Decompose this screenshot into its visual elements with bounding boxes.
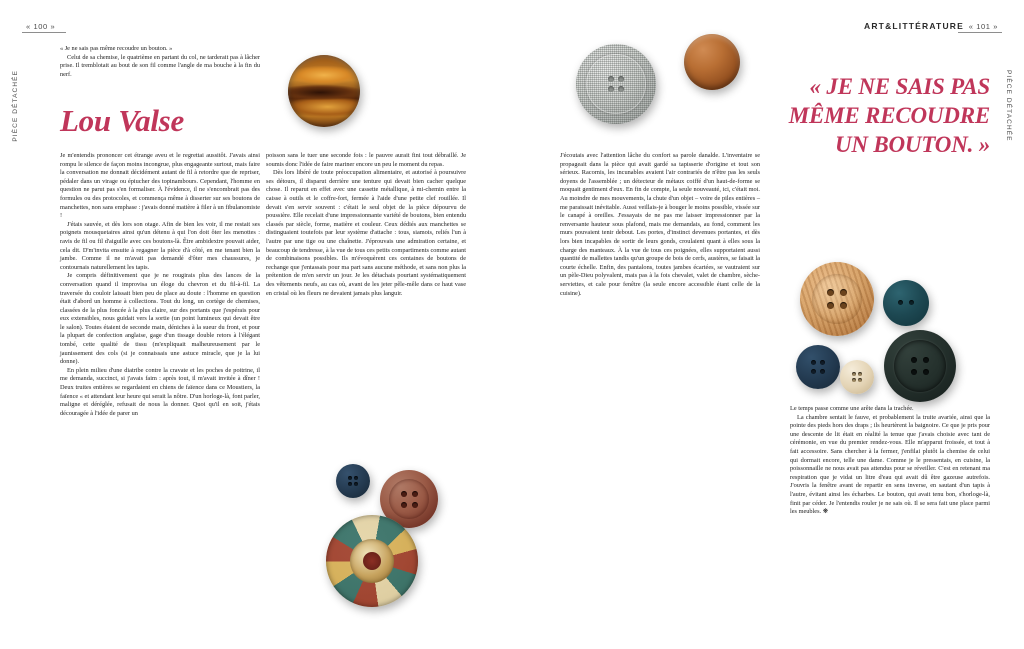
button-hole <box>618 76 624 82</box>
button-holes <box>840 360 874 394</box>
button-holes <box>883 280 929 326</box>
button-hole <box>911 357 917 363</box>
painted-folk-art-button-photo <box>326 515 418 607</box>
paragraph: Je m'entendis prononcer cet étrange aveu et le regrettai aussitôt. J'avais ainsi rompu le silence de façon moins incongrue, plus engageante surtout, mais faire la conversation me donnait décidément autant de fil à retordre que de repriser, pédaler dans un virage ou épiucher des topinambours. Cependant, l'homme en question ne parut pas s'en formaliser. À l'évidence, il ne s'encombrait pas des formules ou des protocoles, et commença même à disserter sur ses boutons de manchettes, non sans emphase : j'avais donné matière à filer à un fibulanomiste ! <box>60 152 260 220</box>
body-column-1 <box>60 152 260 418</box>
folio-left: « 100 » <box>26 22 56 31</box>
page-title: Lou Valse <box>60 103 184 138</box>
amber-swirl-button-photo <box>288 55 360 127</box>
intro-text-block <box>60 45 260 79</box>
paragraph: Dès lors libéré de toute préoccupation alimentaire, et autorisé à poursuivre ses détours, il disparut derrière une tenture qui devait bien cacher quelque chose. Il reparut en effet avec une cassette métallique, à mi-chemin entre la caisse à outils et le coffre-fort, fermée à l'aide d'une petite clef rouillée. Il devait s'en servir souvent : c'était le seul objet de la pièce dépourvu de poussière. Elle recelait d'une impressionnante variété de boutons, bien entendu classés par siècle, forme, matière et couleur. Ceux dédiés aux manchettes se distinguaient toutefois par leur système d'attache : tous, siamois, reliés l'un à l'autre par une tige ou une chaînette. J'éprouvais une admiration certaine, et beaucoup de tendresse, à la vue de tous ces petits compartiments comme autant de combinaisons possibles. Ils m'évoquèrent ces centaines de boutons de rechange que j'entassais pour ma part sans aucune méthode, et sans non plus la prétention de m'en servir un jour. Je les détachais pourtant systématiquement des vêtements neufs, au cas où, avant de les jeter pêle-mêle dans ce haut vase en cristal où les fleurs ne devaient jamais plus languir. <box>266 169 466 297</box>
small-navy-button-photo <box>336 464 370 498</box>
button-holes <box>800 262 874 336</box>
button-hole <box>852 378 856 382</box>
folio-rule-right <box>958 32 1002 33</box>
button-hole <box>412 502 418 508</box>
button-hole <box>401 491 407 497</box>
section-tab-left: PIÈCE DÉTACHÉE <box>12 70 19 142</box>
button-hole <box>811 360 816 365</box>
button-hole <box>923 369 929 375</box>
button-hole <box>608 76 614 82</box>
button-hole <box>608 86 614 92</box>
folio-right: « 101 » <box>968 22 998 31</box>
brown-dome-button-photo <box>684 34 740 90</box>
button-hole <box>840 289 847 296</box>
button-hole <box>348 476 352 480</box>
grey-fabric-button-photo <box>576 44 656 124</box>
pull-quote: « JE NE SAIS PAS MÊME RECOUDRE UN BOUTON. » <box>788 74 990 157</box>
paragraph: poisson sans le tuer une seconde fois : le pauvre aurait fini tout débraillé. Je soumis donc l'idée de faire mariner encore un peu le moment du repas. <box>266 152 466 168</box>
button-hole <box>858 378 862 382</box>
button-hole <box>898 300 903 305</box>
running-head: ART&LITTÉRATURE <box>864 21 964 31</box>
button-hole <box>820 360 825 365</box>
button-hole <box>820 369 825 374</box>
button-hole <box>618 86 624 92</box>
section-tab-right: PIÈCE DÉTACHÉE <box>1005 70 1012 142</box>
intro-paragraph-2: Celui de sa chemise, le quatrième en partant du col, ne tarderait pas à lâcher prise. Il tremblotait au bout de son fil comme l'angle de ma bouche à la fin du nerf. <box>60 53 260 78</box>
paragraph: En plein milieu d'une diatribe contre la cravate et les poches de poitrine, il me demanda, succinct, si j'avais faim : après tout, il m'avait invitée à dîner ! Deux truites entières se regardaient en chiens de faïence dans ce Moustiers, la faïence « et attendant leur heure qui serait la nôtre. D'un horloge-là, font parler, maligne et déréglée, refusait de nous la donner. Quoi qu'il en soit, j'étais découragée à l'idée de parer un <box>60 366 260 417</box>
button-hole <box>811 369 816 374</box>
paragraph: La chambre sentait le fauve, et probablement la truite avariée, ainsi que la pointe des pieds hors des draps ; ils heurtèrent la baignoire. Ce que je pris pour une descente de lit était en réalité la tenue que j'avais choisie avec tant de cérémonie, en vue du premier rendez-vous. Elle m'apparut froissée, et tout à fait accessoire. Sans chercher à la fermer, j'enfilai plutôt la chemise de celui qui dormait encore, telle une dame. Comme je le pressentais, en cuisine, la poissonnaille ne nous avait pas attendus pour se réveiller. C'est en retenant ma respiration que je vidai un litre d'eau qui avait dû être gazeuse autrefois. J'ouvris la fenêtre avant de repartir en sens inverse, en sautant d'un tapis à l'autre, évitant ainsi les écharbes. Le bouton, qui avait tenu bon, s'horloge-là, finit par céder. Je l'entendis rouler je ne sais où. Il se sera fait une place parmi les meubles. ❋ <box>790 413 990 516</box>
button-hole <box>827 289 834 296</box>
body-column-4 <box>790 405 990 517</box>
button-rim <box>684 34 740 90</box>
button-hole <box>354 476 358 480</box>
teal-two-hole-button-photo <box>883 280 929 326</box>
paragraph: J'étais sauvée, et dès lors son otage. Afin de bien les voir, il me restait ses poignets mousquetaires ainsi qu'un détenu à qui l'on doit ôter les menottes : ravis de fil ou fil d'aiguille avec ces boutons-là. Être ambidextre pouvait aider, cela dit. D'm'invita ensuite à regagner la pièce d'à côté, en me tenant bien la jambe. Comme il ne m'avait pas demandé d'ôter mes chaussures, je contournais naturellement les tapis. <box>60 220 260 271</box>
cream-four-hole-button-photo <box>840 360 874 394</box>
button-holes <box>576 44 656 124</box>
button-holes <box>796 345 840 389</box>
button-hole <box>348 482 352 486</box>
body-column-2 <box>266 152 466 298</box>
button-hole <box>852 372 856 376</box>
button-holes <box>336 464 370 498</box>
button-rim <box>288 55 360 127</box>
button-hole <box>911 369 917 375</box>
intro-paragraph-1: « Je ne sais pas même recoudre un bouton. » <box>60 45 173 52</box>
button-holes <box>884 330 956 402</box>
button-hole <box>923 357 929 363</box>
button-hole <box>909 300 914 305</box>
navy-four-hole-button-photo <box>796 345 840 389</box>
paragraph: Je compris définitivement que je ne rougirais plus des lances de la conversation quand il improvisa un éloge du chevron et du fil-à-fil. La traversée du couloir laissait bien peu de place au doute : l'homme en question était d'abord un homme à collections. Tout du long, un cortège de chemises, classées de la plus foncée à la plus claire, sur des portants que j'espérais pour eux extensibles, nous guidait vers la sortie (un point lumineux qui devait être le salon). Toutes étaient de seconde main, déniches à la sueur du front, et pour la plupart de confection anglaise, gage d'un tissage double retors à l'élégant tombé, cette qualité de tissu (m'expliquait malheureusement par le jaunissement des cols (si je connaissais une astuce miracle, que je la lui donne). <box>60 272 260 366</box>
button-hole <box>354 482 358 486</box>
paragraph: Le temps passe comme une arête dans la trachée. <box>790 405 914 412</box>
button-hole <box>827 302 834 309</box>
dark-green-button-photo <box>884 330 956 402</box>
folio-rule-left <box>22 32 66 33</box>
button-hole <box>858 372 862 376</box>
button-rim <box>326 515 418 607</box>
body-column-3 <box>560 152 760 298</box>
button-hole <box>840 302 847 309</box>
button-hole <box>412 491 418 497</box>
paragraph: J'écoutais avec l'attention lâche du confort sa parole danalde. L'inventaire se propageait dans la pièce qui avait gardé sa tapisserie d'origine et tout son sérieux. Racornis, les incunables avaient l'air contrariés de n'être pas les seuls doyens de l'assemblée ; un détecteur de métaux coiffé d'un haut-de-forme se moquait gentiment d'eux. En fin de compte, la seule nouveauté, ici, c'était moi. Au moindre de mes mouvements, la chute d'un objet – voire de piles entières – me paraissait inévitable. Aussi veillais-je à bouger le moins possible, vissée sur le canapé à oreilles. J'essayais de ne pas me laisser impressionner par la renversante hauteur sous plafond, mais me demandais, au fond, comment les murs pouvaient tenir debout. Les portes, d'instinct devenues portantes, et dès lors bien incapables de sortir de leurs gonds, croulaient quant à elles sous la charge des manteaux. À la vue de tous ces poignées, elles supportaient aussi quantité de mallettes tandis qu'un groupe de bois de cerfs, austères, se faisait la courte échelle. Enfin, des pantalons, toutes jambes écartées, se vautraient sur un pèle-Dieu polyvalent, mais pas à la fois chevalet, valet de chambre, sèche-serviettes, et cale pour fenêtre (la seule encore accessible étant celle de la cuisine). <box>560 152 760 297</box>
wooden-four-hole-button-photo <box>800 262 874 336</box>
button-hole <box>401 502 407 508</box>
